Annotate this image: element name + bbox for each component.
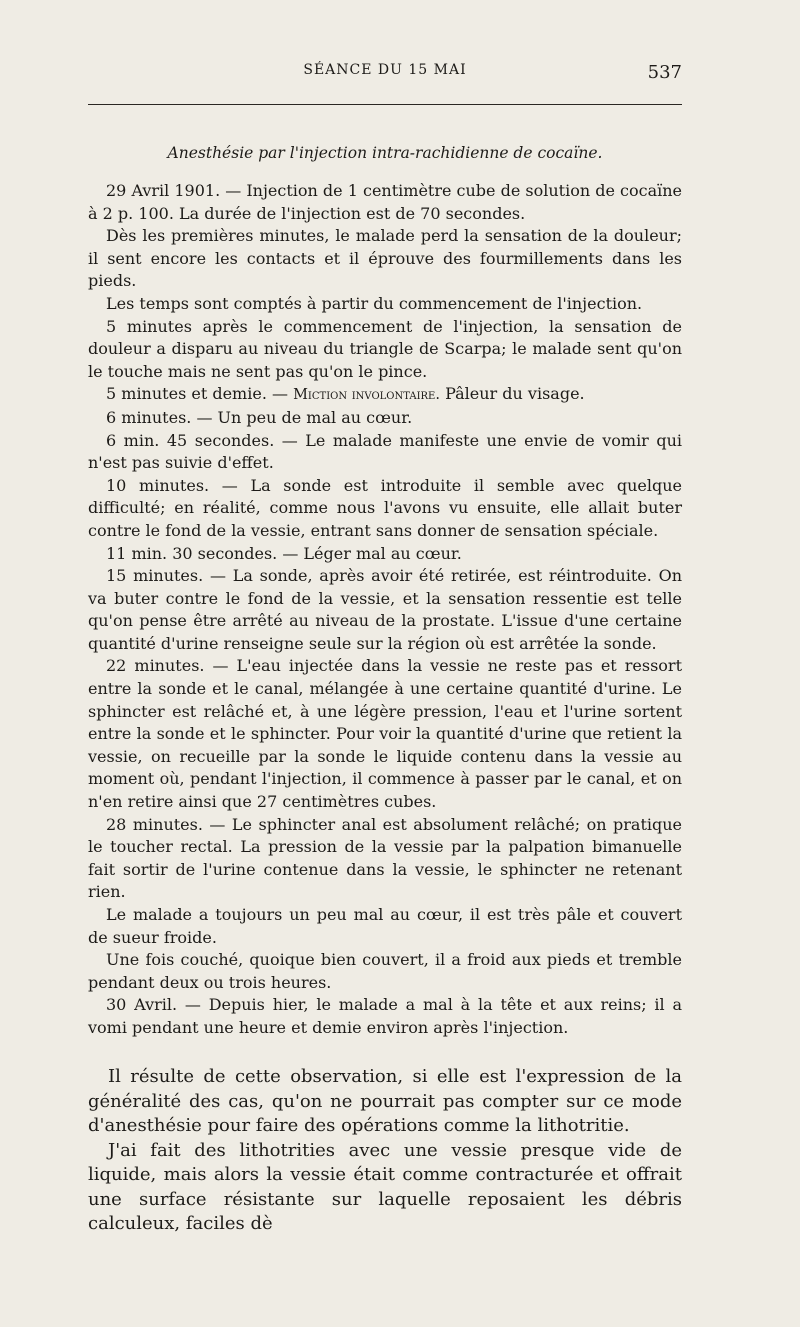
- paragraph: 6 minutes. — Un peu de mal au cœur.: [106, 407, 413, 427]
- paragraph-lead: 5 minutes et demie. —: [106, 384, 288, 404]
- paragraph: Une fois couché, quoique bien couvert, il a froid aux pieds et tremble pendant deux ou trois heures.: [88, 950, 682, 992]
- header-title: SÉANCE DU 15 MAI: [303, 62, 467, 78]
- observation-body: [88, 180, 682, 1040]
- observation-heading: Anesthésie par l'injection intra-rachidienne de cocaïne.: [167, 144, 603, 162]
- paragraph: 30 Avril. — Depuis hier, le malade a mal à la tête et aux reins; il a vomi pendant une heure et demie environ après l'injection.: [88, 995, 682, 1037]
- paragraph: J'ai fait des lithotrities avec une vessie presque vide de liquide, mais alors la vessie était comme contracturée et offrait une surface résistante sur laquelle reposaient les débris calculeux, faciles dè: [88, 1139, 682, 1234]
- paragraph: Le malade a toujours un peu mal au cœur, il est très pâle et couvert de sueur froide.: [88, 905, 682, 947]
- paragraph: 29 Avril 1901. — Injection de 1 centimètre cube de solution de cocaïne à 2 p. 100. La durée de l'injection est de 70 secondes.: [88, 181, 683, 223]
- paragraph: [88, 383, 682, 407]
- paragraph: 11 min. 30 secondes. — Léger mal au cœur.: [106, 543, 462, 563]
- paragraph: 15 minutes. — La sonde, après avoir été retirée, est réintroduite. On va buter contre le fond de la vessie, et la sensation ressentie est telle qu'on pense être arrêté au niveau de la prostate. L'issue d'une certaine quantité d'urine renseigne seule sur la région où est arrêtée la sonde.: [88, 566, 682, 653]
- paragraph: 22 minutes. — L'eau injectée dans la vessie ne reste pas et ressort entre la sonde et le canal, mélangée à une certaine quantité d'urine. Le sphincter est relâché et, à une légère pression, l'eau et l'urine sortent entre la sonde et le sphincter. Pour voir la quantité d'urine que retient la vessie, on recueille par la sonde le liquide contenu dans la vessie au moment où, pendant l'injection, il commence à passer par le canal, et on n'en retire ainsi que 27 centimètres cubes.: [88, 656, 682, 812]
- paragraph: Les temps sont comptés à partir du commencement de l'injection.: [106, 293, 643, 313]
- header-rule: [88, 104, 682, 105]
- paragraph: 5 minutes après le commencement de l'injection, la sensation de douleur a disparu au niveau du triangle de Scarpa; le malade sent qu'on le touche mais ne sent pas qu'on le pince.: [88, 316, 682, 381]
- paragraph: 10 minutes. — La sonde est introduite il semble avec quelque difficulté; en réalité, comme nous l'avons vu ensuite, elle allait buter contre le fond de la vessie, entrant sans donner de sensation spéciale.: [88, 475, 682, 540]
- paragraph: 6 min. 45 secondes. — Le malade manifeste une envie de vomir qui n'est pas suivie d'effet.: [88, 430, 682, 473]
- paragraph: Dès les premières minutes, le malade perd la sensation de la douleur; il sent encore les contacts et il éprouve des fourmillements dans les pieds.: [88, 226, 682, 291]
- paragraph: Il résulte de cette observation, si elle est l'expression de la généralité des cas, qu'on ne pourrait pas compter sur ce mode d'anesthésie pour faire des opérations comme la lithotritie.: [88, 1066, 682, 1136]
- paragraph-rest: Pâleur du visage.: [445, 384, 585, 404]
- paragraph: 28 minutes. — Le sphincter anal est absolument relâché; on pratique le toucher rectal. La pression de la vessie par la palpation bimanuelle fait sortir de l'urine contenue dans la vessie, le sphincter ne retenant rien.: [88, 814, 682, 902]
- running-header: [88, 62, 682, 86]
- conclusion-body: [88, 1065, 682, 1237]
- smallcaps-term: Miction involontaire.: [293, 387, 440, 404]
- page-number: 537: [647, 62, 682, 83]
